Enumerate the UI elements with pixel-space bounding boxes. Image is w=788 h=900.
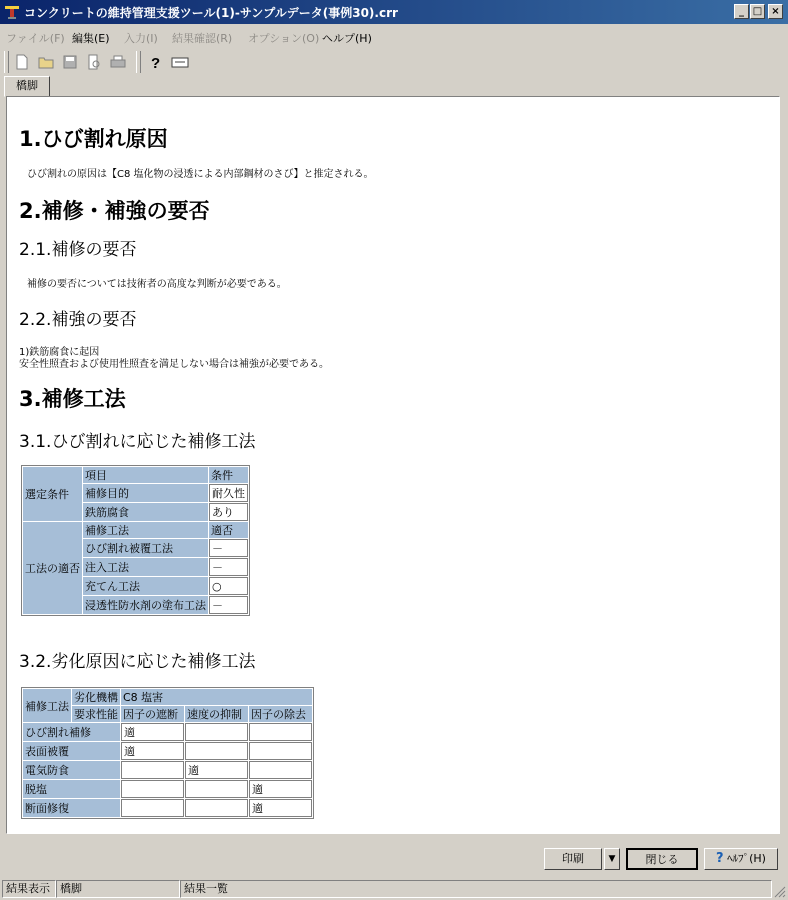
table2-corner-header: 補修工法 bbox=[23, 689, 71, 722]
table2-col-header: 因子の除去 bbox=[249, 706, 312, 722]
section-2-title: 2.補修・補強の要否 bbox=[19, 199, 210, 223]
toolbar bbox=[0, 48, 788, 76]
print-icon[interactable] bbox=[108, 52, 128, 72]
deterioration-repair-method-table bbox=[21, 687, 314, 819]
table2-row-name: 断面修復 bbox=[23, 799, 120, 817]
table2-cell: 適 bbox=[121, 723, 184, 741]
report-content[interactable] bbox=[6, 96, 780, 834]
table2-header-mechanism: 劣化機構 bbox=[74, 691, 118, 704]
table1-row-label: 鉄筋腐食 bbox=[83, 503, 208, 521]
new-file-icon[interactable] bbox=[12, 52, 32, 72]
help-question-icon[interactable] bbox=[146, 52, 166, 72]
menu-bar bbox=[0, 26, 788, 46]
section-3-title: 3.補修工法 bbox=[19, 387, 126, 411]
table2-cell bbox=[249, 761, 312, 779]
table2-col-header: 速度の抑制 bbox=[185, 706, 248, 722]
section-2-2-title: 2.2.補強の要否 bbox=[19, 310, 137, 330]
table2-row-name: ひび割れ補修 bbox=[23, 723, 120, 741]
toolbar-grip[interactable] bbox=[4, 51, 9, 73]
table1-method-name: 注入工法 bbox=[83, 558, 208, 576]
table1-method-value: － bbox=[209, 596, 248, 614]
menu-file[interactable]: ファイル(F) bbox=[6, 32, 65, 45]
app-icon bbox=[4, 4, 20, 20]
tab-strip bbox=[0, 76, 788, 96]
close-window-button[interactable]: × bbox=[768, 4, 783, 19]
table2-header-mechanism-value: C8 塩害 bbox=[121, 689, 312, 705]
tab-bridge-pier[interactable]: 橋脚 bbox=[4, 76, 50, 97]
maximize-button[interactable]: □ bbox=[750, 4, 765, 19]
status-bar bbox=[0, 878, 788, 900]
table1-method-value: ○ bbox=[209, 577, 248, 595]
table1-row-label: 補修目的 bbox=[83, 484, 208, 502]
menu-help[interactable]: ヘルプ(H) bbox=[322, 32, 372, 45]
table1-method-name: 充てん工法 bbox=[83, 577, 208, 595]
section-3-1-title: 3.1.ひび割れに応じた補修工法 bbox=[19, 432, 256, 452]
status-panel-mode: 結果表示 bbox=[2, 880, 56, 898]
table2-cell bbox=[121, 799, 184, 817]
menu-options[interactable]: オプション(O) bbox=[248, 32, 320, 45]
table1-group-selection: 選定条件 bbox=[23, 467, 82, 521]
status-panel-view: 結果一覧 bbox=[180, 880, 772, 898]
keyboard-icon[interactable] bbox=[170, 52, 190, 72]
svg-text:?: ? bbox=[151, 55, 161, 72]
minimize-button[interactable]: _ bbox=[734, 4, 749, 19]
table2-cell bbox=[185, 780, 248, 798]
table2-cell bbox=[249, 742, 312, 760]
table2-cell: 適 bbox=[249, 799, 312, 817]
table1-method-name: 浸透性防水剤の塗布工法 bbox=[83, 596, 208, 614]
section-1-text: ひび割れの原因は【C8 塩化物の浸透による内部鋼材のさび】と推定される。 bbox=[27, 169, 374, 180]
menu-input[interactable]: 入力(I) bbox=[124, 32, 158, 45]
table2-cell: 適 bbox=[121, 742, 184, 760]
help-button-label: ﾍﾙﾌﾟ(H) bbox=[727, 852, 766, 865]
close-button[interactable]: 閉じる bbox=[626, 848, 698, 870]
section-1-title: 1.ひび割れ原因 bbox=[19, 127, 168, 151]
crack-repair-method-table bbox=[21, 465, 250, 616]
table2-header-requirement: 要求性能 bbox=[74, 708, 118, 721]
section-2-1-text: 補修の要否については技術者の高度な判断が必要である。 bbox=[27, 279, 287, 290]
table2-cell bbox=[185, 742, 248, 760]
print-preview-icon[interactable] bbox=[84, 52, 104, 72]
table2-cell bbox=[121, 780, 184, 798]
help-icon: ? bbox=[716, 851, 724, 866]
menu-result[interactable]: 結果確認(R) bbox=[172, 32, 233, 45]
table1-method-value: － bbox=[209, 539, 248, 557]
section-3-2-title: 3.2.劣化原因に応じた補修工法 bbox=[19, 652, 256, 672]
status-panel-target: 橋脚 bbox=[56, 880, 180, 898]
table2-row-name: 電気防食 bbox=[23, 761, 120, 779]
table2-col-header: 因子の遮断 bbox=[121, 706, 184, 722]
table1-row-value: あり bbox=[209, 503, 248, 521]
table2-cell bbox=[185, 723, 248, 741]
toolbar-separator bbox=[136, 51, 141, 73]
section-2-2-text-2: 安全性照査および使用性照査を満足しない場合は補強が必要である。 bbox=[19, 359, 329, 370]
print-dropdown-button[interactable]: ▼ bbox=[604, 848, 620, 870]
help-button[interactable] bbox=[704, 848, 778, 870]
open-folder-icon[interactable] bbox=[36, 52, 56, 72]
table2-cell bbox=[249, 723, 312, 741]
table1-header-item: 項目 bbox=[83, 467, 208, 483]
table1-header-method: 補修工法 bbox=[83, 522, 208, 538]
section-2-1-title: 2.1.補修の要否 bbox=[19, 240, 137, 260]
table1-row-value: 耐久性 bbox=[209, 484, 248, 502]
table1-group-suitability: 工法の適否 bbox=[23, 522, 82, 614]
table2-row-name: 表面被覆 bbox=[23, 742, 120, 760]
button-bar bbox=[0, 840, 788, 878]
title-bar bbox=[0, 0, 788, 24]
menu-edit[interactable]: 編集(E) bbox=[72, 32, 110, 45]
table1-header-condition: 条件 bbox=[209, 467, 248, 483]
table2-cell: 適 bbox=[249, 780, 312, 798]
table1-header-suitability: 適否 bbox=[209, 522, 248, 538]
resize-grip-icon[interactable] bbox=[772, 884, 786, 898]
table2-cell bbox=[121, 761, 184, 779]
save-icon[interactable] bbox=[60, 52, 80, 72]
window-title: コンクリートの維持管理支援ツール(1)-サンプルデータ(事例30).crr bbox=[24, 6, 398, 20]
section-2-2-text-1: 1)鉄筋腐食に起因 bbox=[19, 347, 100, 358]
table2-cell: 適 bbox=[185, 761, 248, 779]
table2-row-name: 脱塩 bbox=[23, 780, 120, 798]
table1-method-value: － bbox=[209, 558, 248, 576]
print-button[interactable]: 印刷 bbox=[544, 848, 602, 870]
table1-method-name: ひび割れ被覆工法 bbox=[83, 539, 208, 557]
table2-cell bbox=[185, 799, 248, 817]
